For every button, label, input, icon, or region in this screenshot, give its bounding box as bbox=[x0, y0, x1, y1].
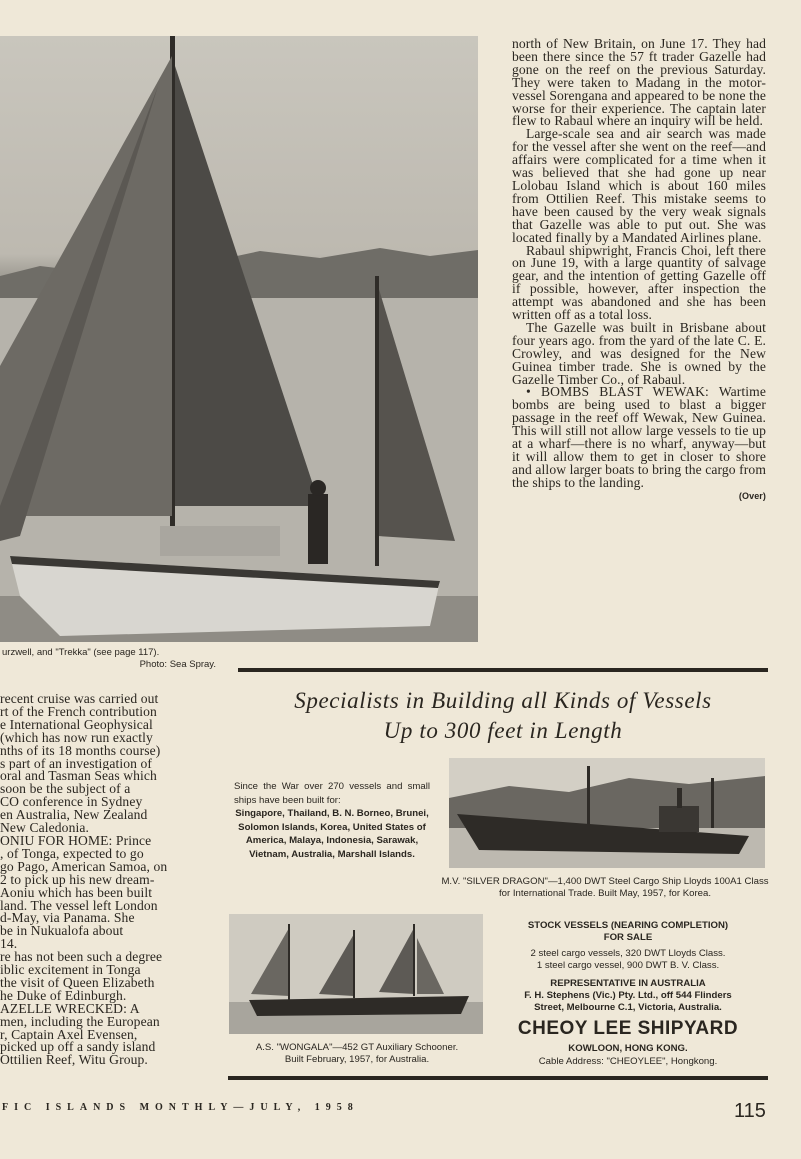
ad-intro-plain: Since the War over 270 vessels and small ships have been built for: bbox=[234, 781, 430, 806]
left-column-line: , of Tonga, expected to go bbox=[0, 847, 144, 861]
wongala-caption-line1: A.S. "WONGALA"—452 GT Auxiliary Schooner. bbox=[255, 1042, 459, 1053]
left-column-line: AZELLE WRECKED: A bbox=[0, 1002, 140, 1016]
left-article-column bbox=[0, 693, 212, 1067]
ad-intro-countries: Singapore, Thailand, B. N. Borneo, Brunei, Solomon Islands, Korea, United States of America, Malaya, Indonesia, Sarawak, Vietnam, Australia, Marshall Islands. bbox=[235, 808, 429, 860]
left-column-line: r, Captain Axel Evensen, bbox=[0, 1028, 138, 1042]
over-note: (Over) bbox=[738, 490, 766, 501]
shipyard-location: KOWLOON, HONG KONG. bbox=[568, 1043, 688, 1054]
stock-vessels-block bbox=[488, 920, 768, 1014]
photo-caption bbox=[2, 647, 216, 671]
section-rule-bottom bbox=[228, 1076, 768, 1080]
left-column-line: rt of the French contribution bbox=[0, 705, 157, 719]
article-paragraph-4: The Gazelle was built in Brisbane about four years ago. from the yard of the late C. E. Crowley, and was designed for the New Guinea timber trade. She is owned by the Gazelle Timber Co., of Rabaul. bbox=[512, 319, 766, 387]
left-column-line: land. The vessel left London bbox=[0, 899, 158, 913]
shipyard-name: CHEOY LEE SHIPYARD bbox=[517, 1018, 739, 1039]
silver-dragon-caption: M.V. "SILVER DRAGON"—1,400 DWT Steel Cargo Ship Lloyds 100A1 Class for International Trade. Built May, 1957, for Korea. bbox=[441, 876, 769, 899]
left-column-line: New Caledonia. bbox=[0, 822, 89, 835]
article-paragraph-5: • BOMBS BLAST WEWAK: Wartime bombs are being used to blast a bigger passage in the reef off Wewak, New Guinea. This will still not allow large vessels to tie up at a wharf—there is no wharf, anyway—but it will allow them to get in closer to shore and allow larger boats to bring the cargo from the ships to the landing. bbox=[512, 384, 766, 490]
left-column-line: oral and Tasman Seas which bbox=[0, 770, 157, 784]
left-column-line: d-May, via Panama. She bbox=[0, 912, 135, 926]
left-column-line: men, including the European bbox=[0, 1015, 160, 1029]
left-column-line: iblic excitement in Tonga bbox=[0, 964, 141, 977]
left-column-line: picked up off a sandy island bbox=[0, 1041, 156, 1055]
article-paragraph-1: north of New Britain, on June 17. They had been there since the 57 ft trader Gazelle had gone on the reef on the previous Saturday. They were taken to Madang in the motor-vessel Sorengana and appeared to be none the worse for their experience. The captain later flew to Rabaul where an inquiry will be held. bbox=[512, 36, 766, 129]
left-column-line: en Australia, New Zealand bbox=[0, 809, 148, 823]
rep-line-2: Street, Melbourne C.1, Victoria, Australia. bbox=[534, 1002, 722, 1013]
article-paragraph-3: Rabaul shipwright, Francis Choi, left there on June 19, with a large quantity of salvage gear, and the intention of getting Gazelle off if possible, however, after inspection the attempt was abandoned and she has been written off as a total loss. bbox=[512, 242, 766, 323]
left-column-line: (which has now run exactly bbox=[0, 731, 153, 745]
left-column-line: 2 to pick up his new dream- bbox=[0, 873, 155, 887]
stock-heading: STOCK VESSELS (NEARING COMPLETION) bbox=[527, 920, 729, 931]
left-column-line: the visit of Queen Elizabeth bbox=[0, 976, 155, 990]
ad-title bbox=[238, 686, 768, 746]
rep-heading: REPRESENTATIVE IN AUSTRALIA bbox=[550, 978, 706, 989]
left-column-line: recent cruise was carried out bbox=[0, 693, 159, 706]
silver-dragon-photo bbox=[449, 758, 765, 868]
left-column-line: CO conference in Sydney bbox=[0, 796, 143, 810]
right-article-column bbox=[512, 38, 766, 503]
left-column-line: nths of its 18 months course) bbox=[0, 744, 161, 758]
yacht-photo bbox=[0, 36, 478, 642]
left-column-line: re has not been such a degree bbox=[0, 951, 163, 965]
wongala-photo bbox=[229, 914, 483, 1034]
photo-credit: Photo: Sea Spray. bbox=[139, 659, 216, 670]
photo-caption-line1: urzwell, and "Trekka" (see page 117). bbox=[2, 647, 160, 658]
left-column-line: soon be the subject of a bbox=[0, 783, 131, 797]
article-paragraph-2: Large-scale sea and air search was made for the vessel after she went on the reef—and affairs were complicated for a time when it was believed that she had gone up near Lolobau Island which is about 160 miles from Ottilien Reef. This mistake seems to have been caused by the very weak signals that Gazelle was able to put out. She was located finally by a Mandated Airlines plane. bbox=[512, 126, 766, 245]
wongala-caption-line2: Built February, 1957, for Australia. bbox=[284, 1054, 430, 1065]
left-column-line: s part of an investigation of bbox=[0, 757, 153, 771]
rep-line-1: F. H. Stephens (Vic.) Pty. Ltd., off 544 Flinders bbox=[524, 990, 732, 1001]
left-column-line: ONIU FOR HOME: Prince bbox=[0, 834, 152, 848]
cable-address: Cable Address: "CHEOYLEE", Hongkong. bbox=[538, 1056, 718, 1067]
left-column-line: be in Nukualofa about bbox=[0, 925, 124, 939]
shipyard-contact bbox=[488, 1042, 768, 1068]
ad-title-line2: Up to 300 feet in Length bbox=[383, 718, 623, 743]
left-column-line: he Duke of Edinburgh. bbox=[0, 989, 127, 1003]
stock-subheading: FOR SALE bbox=[603, 932, 653, 943]
left-column-line: Aoniu which has been built bbox=[0, 886, 153, 900]
page-number: 115 bbox=[734, 1100, 766, 1122]
stock-line-2: 1 steel cargo vessel, 900 DWT B. V. Class. bbox=[536, 960, 720, 971]
left-column-line: Ottilien Reef, Witu Group. bbox=[0, 1054, 148, 1068]
stock-line-1: 2 steel cargo vessels, 320 DWT Lloyds Class. bbox=[530, 948, 726, 959]
left-column-line: 14. bbox=[0, 938, 18, 952]
left-column-line: go Pago, American Samoa, on bbox=[0, 860, 168, 874]
left-column-line: e International Geophysical bbox=[0, 718, 153, 732]
ad-intro bbox=[234, 780, 430, 861]
section-rule-top bbox=[238, 668, 768, 672]
magazine-footer: FIC ISLANDS MONTHLY—JULY, 1958 bbox=[2, 1102, 359, 1113]
wongala-caption bbox=[222, 1042, 492, 1066]
ad-title-line1: Specialists in Building all Kinds of Vessels bbox=[294, 688, 712, 713]
